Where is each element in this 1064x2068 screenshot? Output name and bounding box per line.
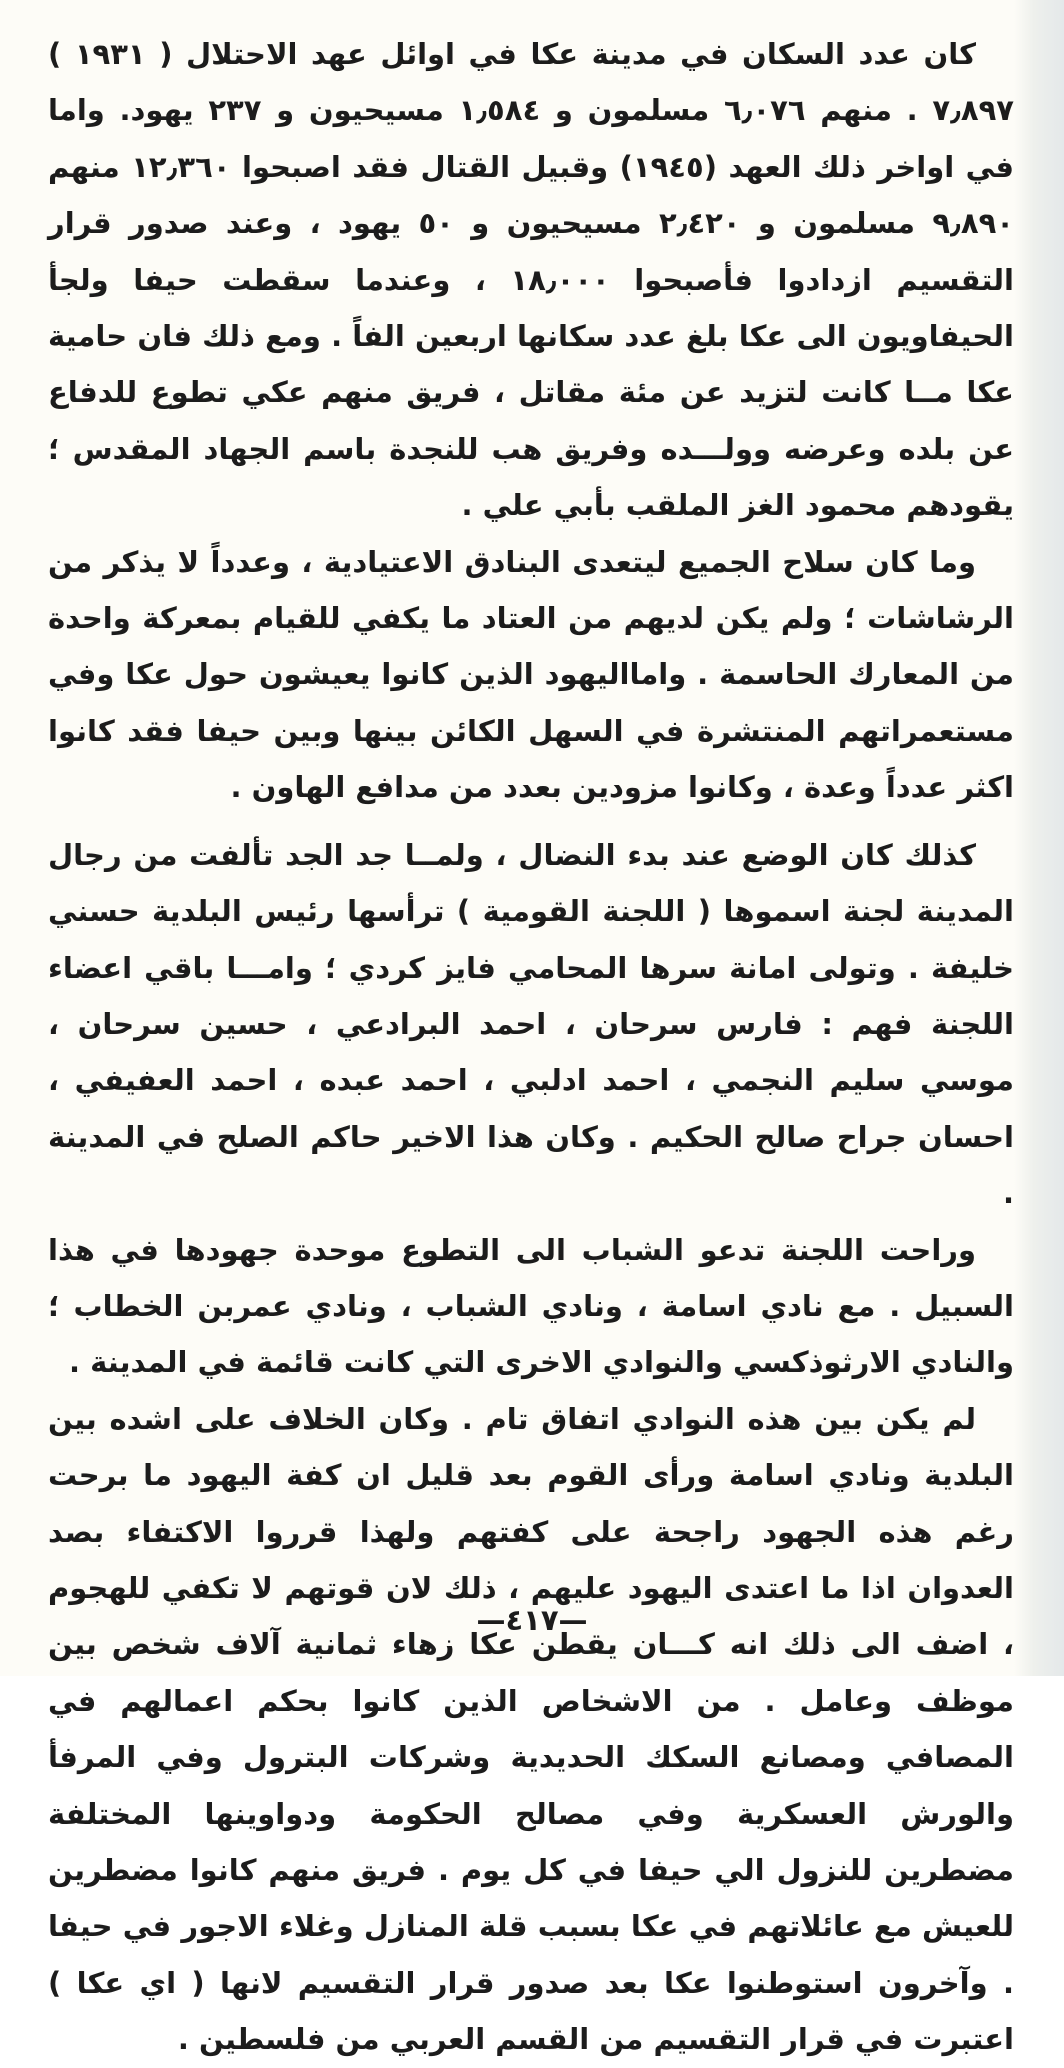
paragraph-clubs: وراحت اللجنة تدعو الشباب الى التطوع موحدة جهودها في هذا السبيل . مع نادي اسامة ، ونادي الشباب ، ونادي عمربن الخطاب ؛ والنادي الارثوذكسي والنوادي الاخرى التي كانت قائمة في المدينة . xyxy=(48,1232,1014,1380)
paragraph-population: كان عدد السكان في مدينة عكا في اوائل عهد الاحتلال ( ١٩٣١ ) ٧٫٨٩٧ . منهم ٦٫٠٧٦ مسلمون و ١٫٥٨٤ مسيحيون و ٢٣٧ يهود. واما في اواخر ذلك العهد (١٩٤٥) وقبيل القتال فقد اصبحوا ١٢٫٣٦٠ منهم ٩٫٨٩٠ مسلمون و ٢٫٤٢٠ مسيحيون و ٥٠ يهود ، وعند صدور قرار التقسيم ازدادوا فأصبحوا ١٨٫٠٠٠ ، وعندما سقطت حيفا ولجأ الحيفاويون الى عكا بلغ عدد سكانها اربعين الفاً . ومع ذلك فان حامية عكا مــا كانت لتزيد عن مئة مقاتل ، فريق منهم عكي تطوع للدفاع عن بلده وعرضه وولـــده وفريق هب للنجدة باسم الجهاد المقدس ؛ يقودهم محمود الغز الملقب بأبي علي . xyxy=(48,37,1015,523)
paragraph-weapons: وما كان سلاح الجميع ليتعدى البنادق الاعتيادية ، وعدداً لا يذكر من الرشاشات ؛ ولم يكن لديهم من العتاد ما يكفي للقيام بمعركة واحدة من المعارك الحاسمة . واماالیهود الذين كانوا يعيشون حول عكا وفي مستعمراتهم المنتشرة في السهل الكائن بينها وبين حيفا فقد كانوا اكثر عدداً وعدة ، وكانوا مزودين بعدد من مدافع الهاون . xyxy=(48,544,1014,805)
paragraph-disagreement: لم يكن بين هذه النوادي اتفاق تام . وكان الخلاف على اشده بين البلدية ونادي اسامة ورأى القوم بعد قليل ان كفة اليهود ما برحت رغم هذه الجهود راجحة على كفتهم ولهذا قرروا الاكتفاء بصد العدوان اذا ما اعتدى اليهود عليهم ، ذلك لان قوتهم لا تكفي للهجوم ، اضف الى ذلك انه كـــان يقطن عكا زهاء ثمانية آلاف شخص بين موظف وعامل . من الاشخاص الذين كانوا بحكم اعمالهم في المصافي ومصانع السكك الحديدية وشركات البترول وفي المرفأ والورش العسكرية وفي مصالح الحكومة ودواوينها المختلفة مضطرين للنزول الي حيفا في كل يوم . فريق منهم كانوا مضطرين للعيش مع عائلاتهم في عكا بسبب قلة المنازل وغلاء الاجور في حيفا . وآخرون استوطنوا عكا بعد صدور قرار التقسيم لانها ( اي عكا ) اعتبرت في قرار التقسيم من القسم العربي من فلسطين . xyxy=(48,1401,1014,2057)
page-number: —٤١٧— xyxy=(476,1603,588,1637)
page-edge-shadow xyxy=(1014,0,1064,1676)
paragraph-national-committee: كذلك كان الوضع عند بدء النضال ، ولمــا جد الجد تألفت من رجال المدينة لجنة اسموها ( اللجنة القومية ) ترأسها رئيس البلدية حسني خليفة . وتولى امانة سرها المحامي فايز كردي ؛ وامـــا باقي اعضاء اللجنة فهم : فارس سرحان ، احمد البرادعي ، حسين سرحان ، موسي سليم النجمي ، احمد ادلبي ، احمد عبده ، احمد العفيفي ، احسان جراح صالح الحكيم . وكان هذا الاخير حاكم الصلح في المدينة . xyxy=(48,837,1014,1211)
body-text xyxy=(48,26,1014,2068)
